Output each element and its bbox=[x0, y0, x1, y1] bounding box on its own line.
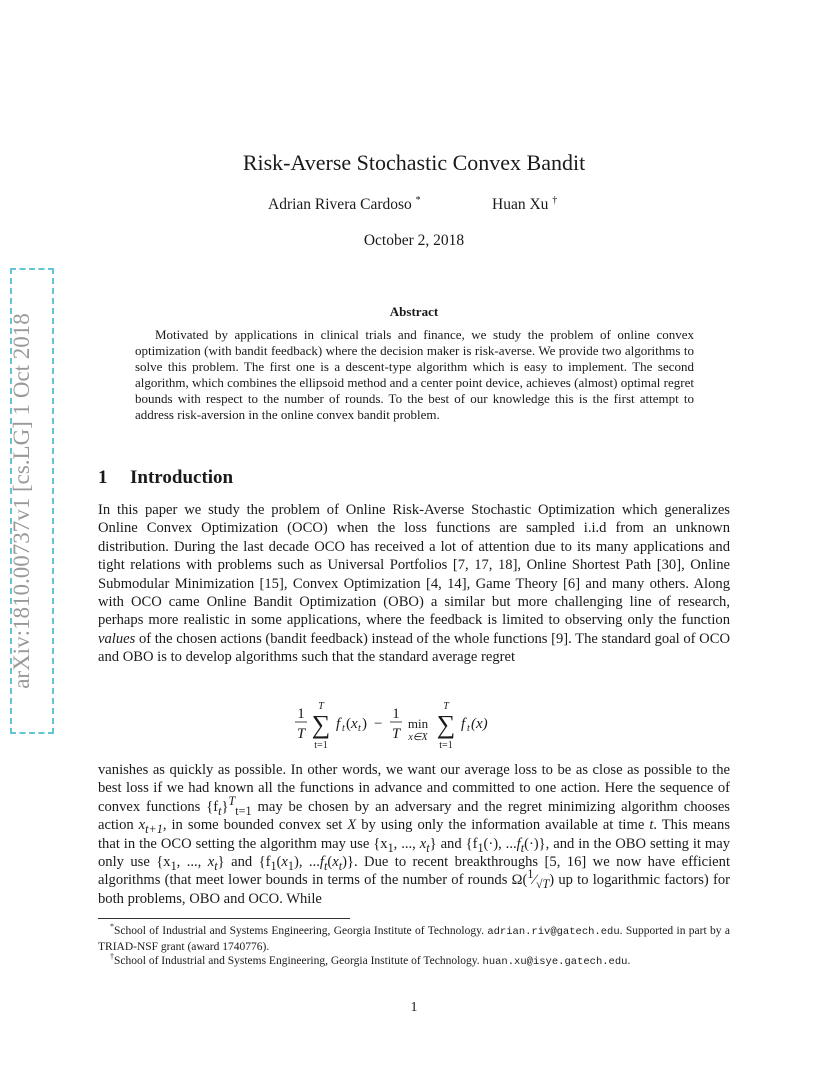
eq-x: x bbox=[351, 716, 358, 732]
intro-text: by using only the information available at time bbox=[356, 817, 650, 834]
intro-text: up to logarithmic factors) for both problems, OBO and OCO. While bbox=[98, 872, 730, 907]
arxiv-stamp: arXiv:1810.00737v1 [cs.LG] 1 Oct 2018 bbox=[9, 313, 34, 689]
intro-text: . Due to recent breakthroughs [5, 16] we now have efficient algorithms (that meet lower bounds in terms of the number of rounds bbox=[98, 854, 730, 889]
math-fx-sequence: {$f_1(x_1)$, $...f_t(x_t)$} bbox=[258, 854, 354, 873]
math-time-t: t bbox=[649, 817, 654, 834]
eq-paren-open: ( bbox=[346, 716, 351, 732]
eq-sum: ∑ bbox=[311, 710, 331, 739]
eq-T-2: T bbox=[391, 726, 401, 742]
paper-date: October 2, 2018 bbox=[363, 232, 465, 249]
eq-paren-close: ) bbox=[362, 716, 367, 732]
eq-sub-t2: t bbox=[358, 723, 361, 734]
intro-text: . This means that in the OCO setting the algorithm may use bbox=[98, 817, 730, 852]
author-2 bbox=[492, 196, 557, 214]
intro-text: , and in the OBO setting it may only use bbox=[98, 835, 730, 871]
section-title: Introduction bbox=[130, 467, 234, 488]
intro-paragraph-2 bbox=[98, 761, 730, 908]
intro-emphasis: values bbox=[98, 630, 136, 647]
paper-title: Risk-Averse Stochastic Convex Bandit bbox=[242, 150, 586, 175]
eq-sum-upper: T bbox=[318, 701, 324, 712]
math-ft-sequence: $\{f_t\}^T_{t=1}$ bbox=[206, 793, 252, 818]
eq-sub-t: t bbox=[342, 723, 345, 734]
section-heading bbox=[98, 467, 233, 489]
math-x-sequence: {$x_1$, ..., $x_t$} bbox=[373, 835, 437, 855]
eq-min-sub: x∈X bbox=[408, 732, 428, 743]
author-mark: * bbox=[415, 194, 421, 206]
footnote-2 bbox=[98, 954, 730, 970]
footnote-text: School of Industrial and Systems Engineering, Georgia Institute of Technology. bbox=[114, 925, 488, 937]
author-name: Huan Xu bbox=[492, 196, 549, 213]
eq-T: T bbox=[296, 726, 306, 742]
footnote-text: . bbox=[627, 955, 631, 967]
eq-one: 1 bbox=[297, 706, 305, 722]
footnote-email: huan.xu@isye.gatech.edu bbox=[482, 956, 628, 968]
author-1 bbox=[268, 196, 421, 214]
math-f-sequence: {$f_1(\cdot)$, $...f_t(\cdot)$} bbox=[465, 835, 546, 855]
math-x-next: $x_{t+1}$ bbox=[138, 817, 163, 837]
footnote-text: . Supported in part by a TRIAD-NSF grant (award 1740776). bbox=[98, 925, 730, 953]
eq-f-2: f bbox=[461, 716, 466, 732]
eq-one-2: 1 bbox=[392, 706, 400, 722]
intro-text: , in some bounded convex set bbox=[162, 817, 348, 834]
eq-minus: − bbox=[374, 716, 383, 732]
author-name: Adrian Rivera Cardoso bbox=[268, 196, 412, 213]
author-mark: † bbox=[552, 194, 558, 206]
math-x-sequence-2: {$x_1$, ..., $x_t$} bbox=[156, 854, 225, 873]
regret-equation bbox=[0, 698, 828, 754]
footnote-mark: * bbox=[110, 922, 114, 932]
abstract-heading: Abstract bbox=[389, 304, 439, 319]
math-omega: $\Omega(^1⁄_{√T})$ bbox=[511, 867, 555, 892]
intro-text: may be chosen by an adversary and the regret minimizing algorithm chooses action bbox=[98, 798, 730, 834]
eq-sum-upper-2: T bbox=[443, 701, 449, 712]
footnote-mark: † bbox=[110, 952, 114, 962]
eq-sum-2: ∑ bbox=[436, 710, 456, 739]
footnote-email: adrian.riv@gatech.edu bbox=[487, 926, 620, 938]
intro-text: and bbox=[224, 854, 259, 871]
math-set-X: X bbox=[347, 817, 357, 834]
footnote-1 bbox=[98, 924, 730, 955]
abstract-body: Motivated by applications in clinical trials and finance, we study the problem of online convex optimization (with bandit feedback) where the decision maker is risk-averse. We provide two algorithms to solve this problem. The first one is a descent-type algorithm which is easy to implement. The second algorithm, which combines the ellipsoid method and a center point device, achieves (almost) optimal regret bounds with respect to the number of rounds. To the best of our knowledge this is the first attempt to address risk-aversion in the online convex bandit problem. bbox=[135, 327, 694, 422]
intro-paragraph-1 bbox=[98, 501, 730, 667]
eq-sub-t3: t bbox=[467, 723, 470, 734]
intro-text: of the chosen actions (bandit feedback) instead of the whole functions [9]. The standard goal of OCO and OBO is to develop algorithms such that the standard average regret bbox=[98, 630, 730, 666]
eq-min: min bbox=[407, 716, 429, 731]
footnote-rule bbox=[98, 918, 350, 919]
section-number: 1 bbox=[98, 467, 108, 488]
intro-text: vanishes as quickly as possible. In other words, we want our average loss to be as close as possible to the best loss if we had known all the functions in advance and committed to one action. Here the sequence of convex functions bbox=[98, 762, 730, 815]
footnote-text: School of Industrial and Systems Engineering, Georgia Institute of Technology. bbox=[114, 955, 483, 967]
page-number: 1 bbox=[410, 1000, 418, 1015]
eq-sum-lower-2: t=1 bbox=[439, 740, 453, 750]
eq-f: f bbox=[336, 716, 341, 732]
intro-text: In this paper we study the problem of Online Risk-Averse Stochastic Optimization which generalizes Online Convex Optimization (OCO) when the loss functions are sampled i.i.d from an unknown distribution. During the last decade OCO has received a lot of attention due to its many applications and tight relations with problems such as Universal Portfolios [7, 17, 18], Online Shortest Path [30], Online Submodular Minimization [15], Convex Optimization [4, 14], Game Theory [6] and many others. Along with OCO came Online Bandit Optimization (OBO) a similar but more challenging line of research, perhaps more realistic in some applications, where the feedback is limited to observing only the function bbox=[98, 502, 730, 629]
eq-sum-lower: t=1 bbox=[314, 740, 328, 750]
intro-text: and bbox=[436, 835, 466, 852]
eq-fx: (x) bbox=[471, 716, 488, 732]
